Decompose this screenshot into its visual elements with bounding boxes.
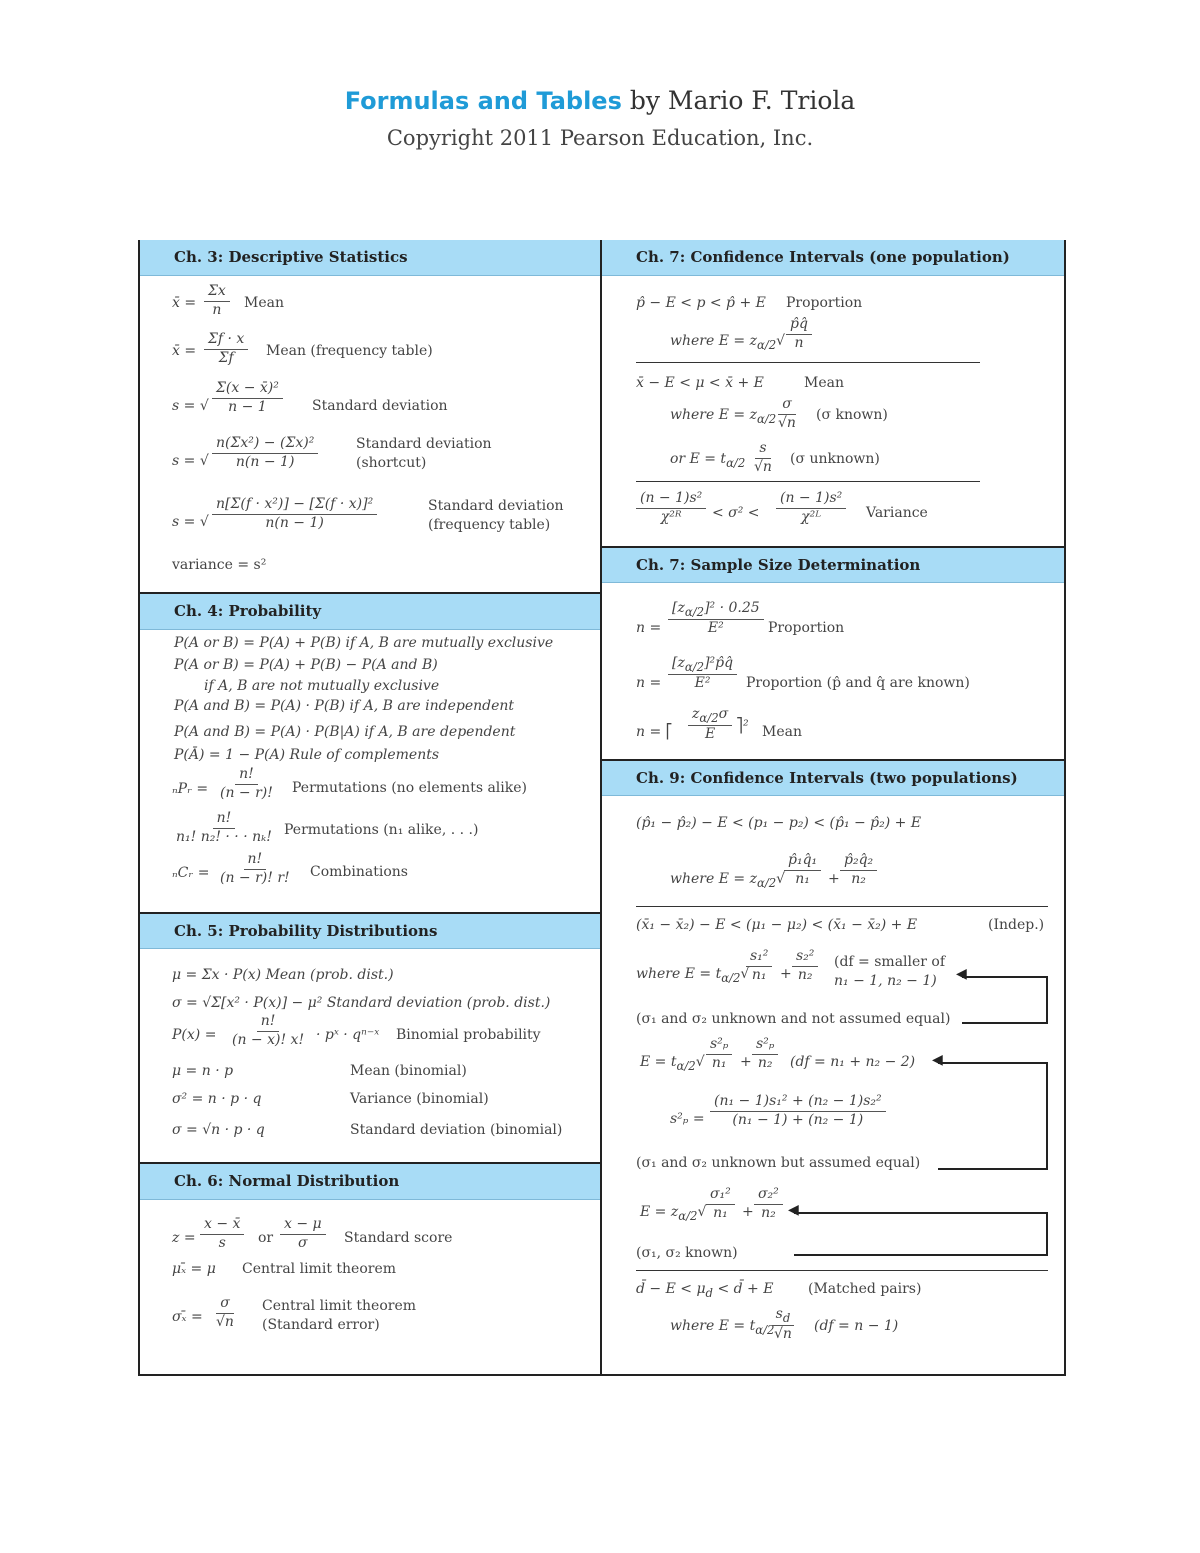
fraction-z-sample: x − x̄ s — [200, 1216, 244, 1252]
fraction-ci-var-left: (n − 1)s² χ²ᴿ — [636, 490, 706, 526]
formula-mean: x̄ = — [172, 295, 197, 311]
label-equal: (σ₁ and σ₂ unknown but assumed equal) — [636, 1155, 921, 1171]
fraction-ci-prop: p̂q̂ n — [786, 316, 812, 352]
rule-4 — [636, 1270, 1048, 1271]
label-sigma-unknown: (σ unknown) — [790, 451, 880, 467]
section-header-ch7-ci: Ch. 7: Confidence Intervals (one population) — [602, 240, 1064, 276]
label-ci-prop: Proportion — [786, 295, 863, 311]
copyright: Copyright 2011 Pearson Education, Inc. — [386, 126, 814, 150]
plus-3: + — [740, 1054, 752, 1070]
fraction-ci2-matched: $s_d$ √n — [770, 1306, 796, 1344]
rule-1 — [636, 362, 980, 363]
label-or: or — [258, 1230, 274, 1246]
fraction-binom: n! (n − x)! x! — [232, 1013, 305, 1048]
section-header-ch9: Ch. 9: Confidence Intervals (two populations) — [602, 759, 1064, 796]
pooled-var: s²ₚ = — [670, 1111, 705, 1127]
plus-4: + — [742, 1204, 754, 1220]
column-divider — [600, 240, 602, 1376]
section-header-ch4: Ch. 4: Probability — [140, 592, 600, 630]
ci2-unequal-where: where $E = t_{\alpha/2}√$ — [636, 966, 750, 985]
ci2-prop: (p̂₁ − p̂₂) − E < (p₁ − p₂) < (p̂₁ − p̂₂) + E — [636, 815, 922, 831]
label-sd-short-2: (shortcut) — [356, 455, 427, 471]
label-sd: Standard deviation — [312, 398, 448, 414]
ci2-pooled: $E = t_{\alpha/2}√$ — [640, 1054, 705, 1073]
dist-mean: μ = Σx · P(x) Mean (prob. dist.) — [172, 967, 394, 983]
fraction-pooled-var: (n₁ − 1)s₁² + (n₂ − 1)s₂² (n₁ − 1) + (n₂ − 1) — [710, 1093, 886, 1129]
bracket-arrow-3 — [794, 1212, 1048, 1256]
fraction-ci2-p1: p̂₁q̂₁ n₁ — [784, 852, 821, 888]
fraction-perm: n! (n − r)! — [220, 766, 273, 801]
ci2-known: $E = z_{\alpha/2}√$ — [640, 1204, 707, 1223]
label-sigma-known: (σ known) — [816, 407, 888, 423]
fraction-ci-z: σ √n — [778, 396, 796, 431]
formula-sd: s = √ — [172, 398, 209, 414]
ci2-mean: (x̄₁ − x̄₂) − E < (μ₁ − μ₂) < (x̄₁ − x̄₂) + E — [636, 917, 918, 933]
ci2-matched: d̄ − $E < \mu_d$ < d̄ + E — [636, 1281, 774, 1300]
formula-sd-binom: σ = √n · p · q — [172, 1122, 265, 1138]
prob-rule-3: P(A and B) = P(A) · P(B) if A, B are independent — [174, 698, 515, 714]
formula-z: z = — [172, 1230, 196, 1246]
label-df-smaller: (df = smaller of — [834, 954, 946, 970]
rule-2 — [636, 481, 980, 482]
fraction-ci2-s1: s₁² n₁ — [746, 948, 772, 984]
label-mean: Mean — [244, 295, 284, 311]
fraction-sd: Σ(x − x̄)² n − 1 — [212, 380, 283, 416]
label-ss-mean: Mean — [762, 724, 802, 740]
ci2-prop-where: where $E = z_{\alpha/2}√$ — [670, 871, 786, 890]
plus-1: + — [828, 871, 840, 887]
fraction-mean-freq: Σf · x Σf — [204, 331, 248, 367]
label-mean-freq: Mean (frequency table) — [266, 343, 433, 359]
ci-mean: x̄ − E < μ < x̄ + E — [636, 375, 764, 391]
formula-binom-pq: · pˣ · qⁿ⁻ˣ — [316, 1027, 380, 1043]
label-binom: Binomial probability — [396, 1027, 541, 1043]
label-ci-var: Variance — [866, 505, 928, 521]
fraction-mean: Σx n — [204, 283, 230, 319]
label-ss-prop-known: Proportion (p̂ and q̂ are known) — [746, 675, 970, 691]
label-se: (Standard error) — [262, 1317, 380, 1333]
ci-mean-where-z: where $E = z_{\alpha/2}$ — [670, 407, 777, 426]
label-indep: (Indep.) — [988, 917, 1045, 933]
bracket-arrow-2 — [938, 1062, 1048, 1170]
fraction-ss-prop-known: $[z_{\alpha/2}]^2p̂q̂$ E² — [668, 655, 737, 693]
arrowhead-2: ◀ — [932, 1052, 943, 1068]
fraction-comb: n! (n − r)! r! — [220, 851, 290, 886]
ss-prop: n = — [636, 620, 662, 636]
label-unequal: (σ₁ and σ₂ unknown and not assumed equal) — [636, 1011, 951, 1027]
fraction-sd-freq: n[Σ(f · x²)] − [Σ(f · x)]² n(n − 1) — [212, 496, 377, 532]
label-sd-binom: Standard deviation (binomial) — [350, 1122, 563, 1138]
fraction-ci2-sig2: σ₂² n₂ — [754, 1186, 783, 1222]
prob-rule-5: P(Ā) = 1 − P(A) Rule of complements — [174, 747, 440, 763]
page-title — [0, 86, 1200, 115]
label-matched: (Matched pairs) — [808, 1281, 922, 1297]
label-ss-prop: Proportion — [768, 620, 845, 636]
prob-rule-2b: if A, B are not mutually exclusive — [204, 678, 440, 694]
label-var-binom: Variance (binomial) — [350, 1091, 489, 1107]
label-zscore: Standard score — [344, 1230, 453, 1246]
formula-clt-mean: μₓ̄ = μ — [172, 1261, 216, 1277]
formula-var-binom: σ² = n · p · q — [172, 1091, 262, 1107]
formula-sd-short: s = √ — [172, 453, 209, 469]
label-perm: Permutations (no elements alike) — [292, 780, 527, 796]
arrowhead-1: ◀ — [956, 966, 967, 982]
formula-mean-freq: x̄ = — [172, 343, 197, 359]
fraction-z-pop: x − μ σ — [280, 1216, 326, 1252]
arrowhead-3: ◀ — [788, 1202, 799, 1218]
title-text: Formulas and Tables — [344, 87, 622, 115]
fraction-ci2-sp2: s²ₚ n₂ — [752, 1036, 778, 1072]
formula-perm: ₙPᵣ = — [172, 781, 209, 797]
rule-3 — [636, 906, 1048, 907]
ss-mean-close: ⎤² — [736, 718, 749, 734]
label-mean-binom: Mean (binomial) — [350, 1063, 467, 1079]
label-df-matched: (df = n − 1) — [814, 1318, 899, 1334]
label-comb: Combinations — [310, 864, 408, 880]
formula-comb: ₙCᵣ = — [172, 865, 210, 881]
fraction-ci2-sig1: σ₁² n₁ — [706, 1186, 735, 1222]
ci2-matched-where: where $E = t_{\alpha/2}$ — [670, 1318, 775, 1337]
label-known: (σ₁, σ₂ known) — [636, 1245, 738, 1261]
label-clt: Central limit theorem — [242, 1261, 396, 1277]
fraction-perm-alike: n! n₁! n₂! · · · nₖ! — [176, 810, 272, 845]
section-header-ch3: Ch. 3: Descriptive Statistics — [140, 240, 600, 276]
label-perm-alike: Permutations (n₁ alike, . . .) — [284, 822, 479, 838]
fraction-ci-t: s √n — [754, 440, 772, 475]
label-variance: variance = s² — [172, 557, 267, 573]
ci-var-middle: < σ² < — [712, 505, 760, 521]
section-header-ch6: Ch. 6: Normal Distribution — [140, 1162, 600, 1200]
label-clt-2: Central limit theorem — [262, 1298, 416, 1314]
fraction-ci2-sp1: s²ₚ n₁ — [706, 1036, 732, 1072]
formula-clt-se: σₓ̄ = — [172, 1309, 203, 1325]
plus-2: + — [780, 966, 792, 982]
section-header-ch7-ss: Ch. 7: Sample Size Determination — [602, 546, 1064, 583]
label-sd-freq: Standard deviation — [428, 498, 564, 514]
label-sd-freq-2: (frequency table) — [428, 517, 551, 533]
fraction-se: σ √n — [216, 1295, 234, 1330]
fraction-ci2-p2: p̂₂q̂₂ n₂ — [840, 852, 877, 888]
section-header-ch5: Ch. 5: Probability Distributions — [140, 912, 600, 949]
formula-mean-binom: μ = n · p — [172, 1063, 234, 1079]
prob-rule-1: P(A or B) = P(A) + P(B) if A, B are mutually exclusive — [174, 635, 554, 651]
ci-prop-where: where $E = z_{\alpha/2}√$ — [670, 333, 786, 352]
ci-mean-where-t: or $E = t_{\alpha/2}$ — [670, 451, 746, 470]
label-sd-short: Standard deviation — [356, 436, 492, 452]
dist-sd: σ = √Σ[x² · P(x)] − μ² Standard deviation (prob. dist.) — [172, 995, 551, 1011]
formula-binom: P(x) = — [172, 1027, 217, 1043]
fraction-ci2-s2: s₂² n₂ — [792, 948, 818, 984]
formula-sd-freq: s = √ — [172, 514, 209, 530]
label-df-smaller-2: n₁ − 1, n₂ − 1) — [834, 973, 937, 989]
byline: by Mario F. Triola — [629, 86, 856, 115]
fraction-sd-short: n(Σx²) − (Σx)² n(n − 1) — [212, 435, 318, 471]
bracket-arrow-1 — [962, 976, 1048, 1024]
prob-rule-4: P(A and B) = P(A) · P(B|A) if A, B are dependent — [174, 724, 516, 740]
fraction-ss-mean: $z_{\alpha/2}\sigma$ E — [688, 706, 732, 744]
ci-prop: p̂ − E < p < p̂ + E — [636, 295, 766, 311]
label-df-pooled: (df = n₁ + n₂ − 2) — [790, 1054, 916, 1070]
ss-prop-known: n = — [636, 675, 662, 691]
fraction-ci-var-right: (n − 1)s² χ²ᴸ — [776, 490, 846, 526]
fraction-ss-prop: $[z_{\alpha/2}]^2 \cdot 0.25$ E² — [668, 600, 764, 638]
label-ci-mean: Mean — [804, 375, 844, 391]
prob-rule-2: P(A or B) = P(A) + P(B) − P(A and B) — [174, 657, 438, 673]
ss-mean: n = ⎡ — [636, 724, 673, 740]
